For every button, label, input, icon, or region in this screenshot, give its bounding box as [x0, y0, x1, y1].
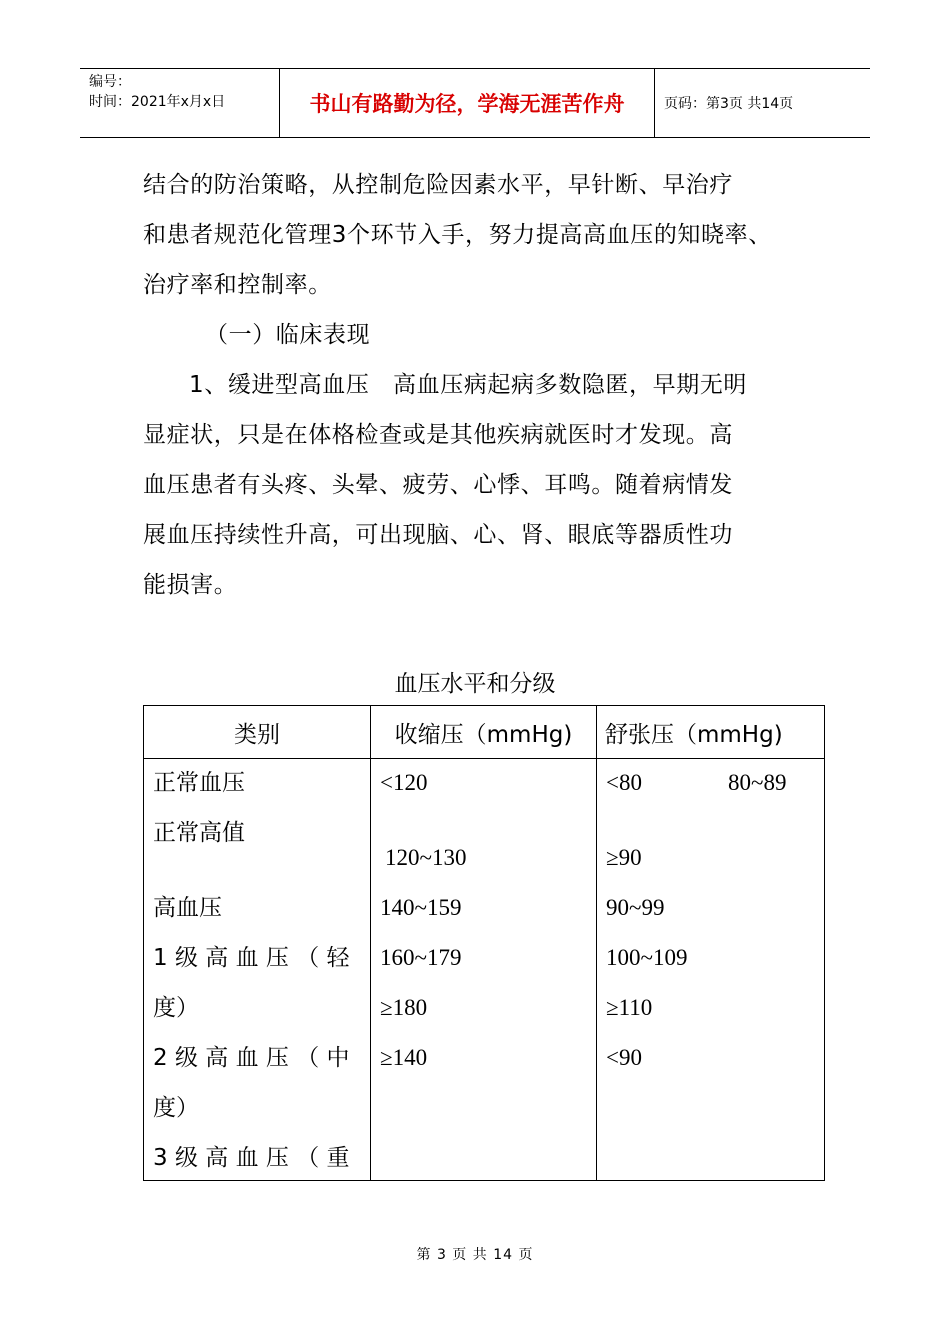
systolic-cell: 140~159: [380, 895, 462, 920]
diastolic-cell: 100~109: [606, 945, 688, 970]
table-divider: [370, 706, 371, 1180]
text-line: 能损害。: [143, 572, 238, 598]
diastolic-cell: ≥110: [606, 995, 653, 1020]
table-header-divider: [144, 758, 824, 759]
diastolic-cell: <80: [606, 770, 642, 795]
diastolic-cell: <90: [606, 1045, 642, 1070]
header-meta: [80, 69, 280, 137]
header-page-info: 页码：第3页 共14页: [664, 96, 794, 112]
category-cell: 2 级 高 血 压 （ 中: [153, 1045, 350, 1071]
systolic-cell: <120: [380, 770, 428, 795]
text-line: 展血压持续性升高，可出现脑、心、肾、眼底等器质性功: [143, 522, 733, 548]
body-paragraph: [143, 160, 833, 610]
systolic-cell: 120~130: [385, 845, 467, 870]
text-line: 1、缓进型高血压 高血压病起病多数隐匿，早期无明: [189, 372, 748, 398]
header-diastolic: 舒张压（mmHg): [605, 721, 783, 748]
text-line: 显症状，只是在体格检查或是其他疾病就医时才发现。高: [143, 422, 733, 448]
category-cell: 度）: [153, 1095, 199, 1121]
systolic-cell: 160~179: [380, 945, 462, 970]
systolic-cell: ≥140: [380, 1045, 428, 1070]
page-footer: 第 3 页 共 14 页: [416, 1247, 534, 1263]
table-divider: [596, 706, 597, 1180]
category-cell: 1 级 高 血 压 （ 轻: [153, 945, 350, 971]
category-cell: 度）: [153, 995, 199, 1021]
text-line: 和患者规范化管理3个环节入手，努力提高高血压的知晓率、: [143, 222, 772, 248]
systolic-cell: ≥180: [380, 995, 428, 1020]
diastolic-cell: 80~89: [728, 770, 787, 795]
text-line: 结合的防治策略，从控制危险因素水平，早针断、早治疗: [143, 172, 733, 198]
diastolic-cell: 90~99: [606, 895, 665, 920]
header-category: 类别: [234, 721, 280, 748]
category-cell: 正常高值: [153, 820, 245, 846]
text-line: 血压患者有头疼、头晕、疲劳、心悸、耳鸣。随着病情发: [143, 472, 733, 498]
category-cell: 高血压: [153, 895, 222, 921]
header-date: 时间：2021年x月x日: [89, 94, 226, 110]
document-header: [80, 68, 870, 138]
header-systolic: 收缩压（mmHg): [394, 721, 573, 748]
category-cell: 正常血压: [153, 770, 245, 796]
header-number: 编号：: [89, 74, 131, 90]
section-heading: （一）临床表现: [205, 322, 371, 348]
header-motto: 书山有路勤为径，学海无涯苦作舟: [280, 69, 655, 137]
text-line: 治疗率和控制率。: [143, 272, 332, 298]
category-cell: 3 级 高 血 压 （ 重: [153, 1145, 350, 1171]
blood-pressure-table: [143, 705, 825, 1181]
diastolic-cell: ≥90: [606, 845, 642, 870]
table-title: 血压水平和分级: [394, 671, 556, 697]
